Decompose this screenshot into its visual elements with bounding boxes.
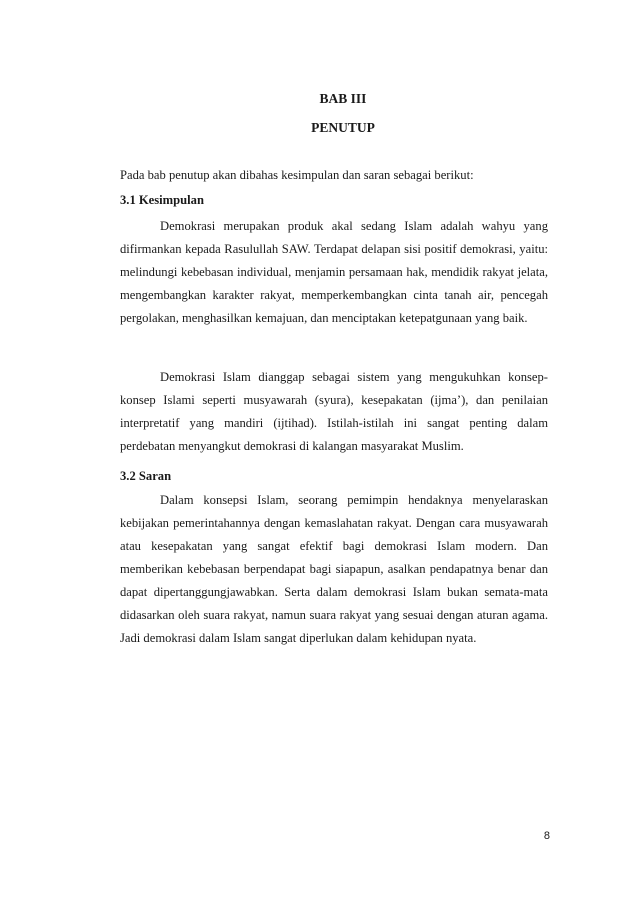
chapter-title: PENUTUP <box>311 120 375 135</box>
section-heading-saran: 3.2 Saran <box>120 469 172 483</box>
page-number: 8 <box>543 830 550 842</box>
chapter-number: BAB III <box>319 91 367 106</box>
intro-paragraph: Pada bab penutup akan dibahas kesimpulan dan saran sebagai berikut: <box>120 168 474 182</box>
saran-paragraph: Dalam konsepsi Islam, seorang pemimpin hendaknya menyelaraskan kebijakan pemerintahannya dengan kemaslahatan rakyat. Dengan cara musyawarah atau kesepakatan yang sangat efektif bagi demokrasi Islam modern. Dan memberikan kebebasan berpendapat bagi siapapun, asalkan pendapatnya benar dan dapat dipertanggungjawabkan. Serta dalam demokrasi Islam bukan semata-mata didasarkan oleh suara rakyat, namun suara rakyat yang sesuai dengan aturan agama. Jadi demokrasi dalam Islam sangat diperlukan dalam kehidupan nyata. <box>120 493 548 645</box>
section-heading-kesimpulan: 3.1 Kesimpulan <box>120 193 204 207</box>
kesimpulan-paragraph-1: Demokrasi merupakan produk akal sedang Islam adalah wahyu yang difirmankan kepada Rasulullah SAW. Terdapat delapan sisi positif demokrasi, yaitu: melindungi kebebasan individual, menjamin persamaan hak, mendidik rakyat jelata, mengembangkan karakter rakyat, memperkembangkan cinta tanah air, pencegah pergolakan, menghasilkan kemajuan, dan menciptakan ketepatgunaan yang baik. <box>120 219 548 325</box>
kesimpulan-paragraph-2: Demokrasi Islam dianggap sebagai sistem yang mengukuhkan konsep-konsep Islami seperti musyawarah (syura), kesepakatan (ijma’), dan penilaian interpretatif yang mandiri (ijtihad). Istilah-istilah ini sangat penting dalam perdebatan menyangkut demokrasi di kalangan masyarakat Muslim. <box>120 370 548 453</box>
